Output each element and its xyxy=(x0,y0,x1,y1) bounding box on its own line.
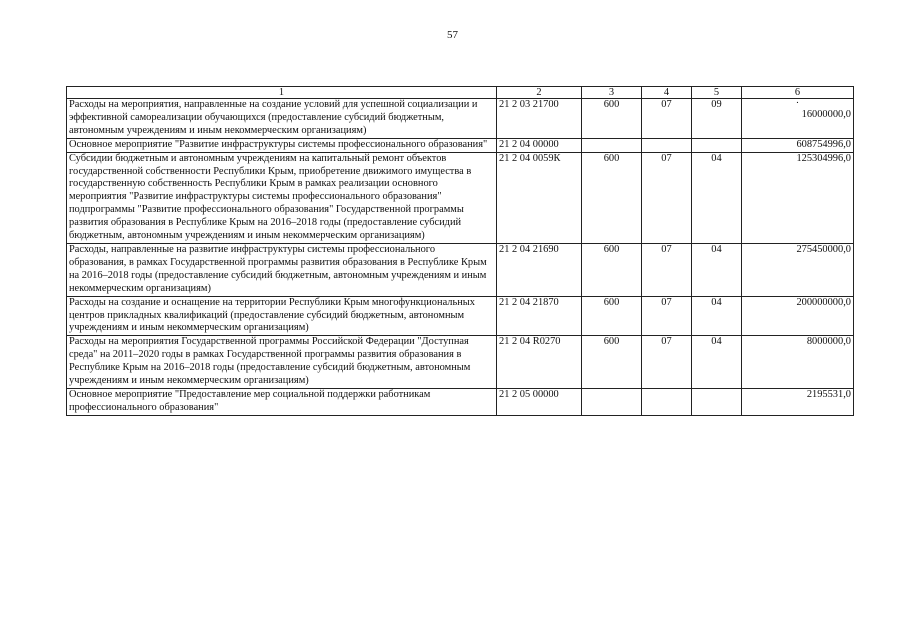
row-code: 21 2 04 21690 xyxy=(497,243,582,296)
row-description: Субсидии бюджетным и автономным учреждениям на капитальный ремонт объектов государственной собственности Республики Крым, приобретение движимого имущества в государственную собственность Республики Крым в рамках реализации основного мероприятия "Развитие инфраструктуры системы профессионального образования" подпрограммы "Развитие профессионального образования" Государственной программы развития образования в Республике Крым на 2016–2018 годы (предоставление субсидий бюджетным, автономным учреждениям и иным некоммерческим организациям) xyxy=(67,152,497,243)
row-col4: 07 xyxy=(642,152,692,243)
table-header-row xyxy=(67,87,854,99)
column-header-3: 3 xyxy=(582,87,642,99)
table-row xyxy=(67,152,854,243)
table-row xyxy=(67,296,854,336)
stray-mark: · xyxy=(795,98,800,109)
row-col5 xyxy=(692,388,742,415)
row-col5: 04 xyxy=(692,243,742,296)
row-col4 xyxy=(642,388,692,415)
row-code: 21 2 05 00000 xyxy=(497,388,582,415)
row-amount: 200000000,0 xyxy=(742,296,854,336)
row-col4: 07 xyxy=(642,296,692,336)
row-code: 21 2 04 0059К xyxy=(497,152,582,243)
row-code: 21 2 03 21700 xyxy=(497,99,582,139)
table-row xyxy=(67,388,854,415)
row-col3 xyxy=(582,388,642,415)
column-header-6: 6 xyxy=(742,87,854,99)
row-col5: 04 xyxy=(692,296,742,336)
row-description: Расходы на мероприятия Государственной программы Российской Федерации "Доступная среда" на 2011–2020 годы в рамках Государственной программы развития образования в Республике Крым на 2016–2018 годы (предоставление субсидий бюджетным, автономным учреждениям и иным некоммерческим организациям) xyxy=(67,336,497,389)
row-amount: 125304996,0 xyxy=(742,152,854,243)
row-col3: 600 xyxy=(582,99,642,139)
row-col3: 600 xyxy=(582,296,642,336)
row-description: Основное мероприятие "Предоставление мер социальной поддержки работникам профессионального образования" xyxy=(67,388,497,415)
row-amount: 8000000,0 xyxy=(742,336,854,389)
column-header-1: 1 xyxy=(67,87,497,99)
row-code: 21 2 04 00000 xyxy=(497,138,582,152)
row-description: Расходы на мероприятия, направленные на создание условий для успешной социализации и эффективной самореализации обучающихся (предоставление субсидий бюджетным, автономным учреждениям и иным некоммерческим организациям) xyxy=(67,99,497,139)
row-col3: 600 xyxy=(582,336,642,389)
column-header-4: 4 xyxy=(642,87,692,99)
table-row xyxy=(67,99,854,139)
column-header-5: 5 xyxy=(692,87,742,99)
row-code: 21 2 04 21870 xyxy=(497,296,582,336)
row-col4 xyxy=(642,138,692,152)
row-col5: 09 xyxy=(692,99,742,139)
row-amount xyxy=(742,99,854,139)
row-col3: 600 xyxy=(582,152,642,243)
row-col4: 07 xyxy=(642,243,692,296)
table-row xyxy=(67,243,854,296)
row-col5: 04 xyxy=(692,336,742,389)
page-number: 57 xyxy=(447,29,458,41)
row-description: Расходы, направленные на развитие инфраструктуры системы профессионального образования, в рамках Государственной программы развития образования в Республике Крым на 2016–2018 годы (предоставление субсидий бюджетным, автономным учреждениям и иным некоммерческим организациям) xyxy=(67,243,497,296)
row-col4: 07 xyxy=(642,99,692,139)
row-code: 21 2 04 R0270 xyxy=(497,336,582,389)
row-description: Расходы на создание и оснащение на территории Республики Крым многофункциональных центров прикладных квалификаций (предоставление субсидий бюджетным, автономным учреждениям и иным некоммерческим организациям) xyxy=(67,296,497,336)
row-amount-value: 16000000,0 xyxy=(801,109,851,120)
row-amount: 2195531,0 xyxy=(742,388,854,415)
budget-table xyxy=(66,86,854,416)
row-col3: 600 xyxy=(582,243,642,296)
row-amount: 275450000,0 xyxy=(742,243,854,296)
table-row xyxy=(67,336,854,389)
column-header-2: 2 xyxy=(497,87,582,99)
row-amount: 608754996,0 xyxy=(742,138,854,152)
row-col5 xyxy=(692,138,742,152)
table-row xyxy=(67,138,854,152)
row-description: Основное мероприятие "Развитие инфраструктуры системы профессионального образования" xyxy=(67,138,497,152)
row-col5: 04 xyxy=(692,152,742,243)
row-col3 xyxy=(582,138,642,152)
row-col4: 07 xyxy=(642,336,692,389)
